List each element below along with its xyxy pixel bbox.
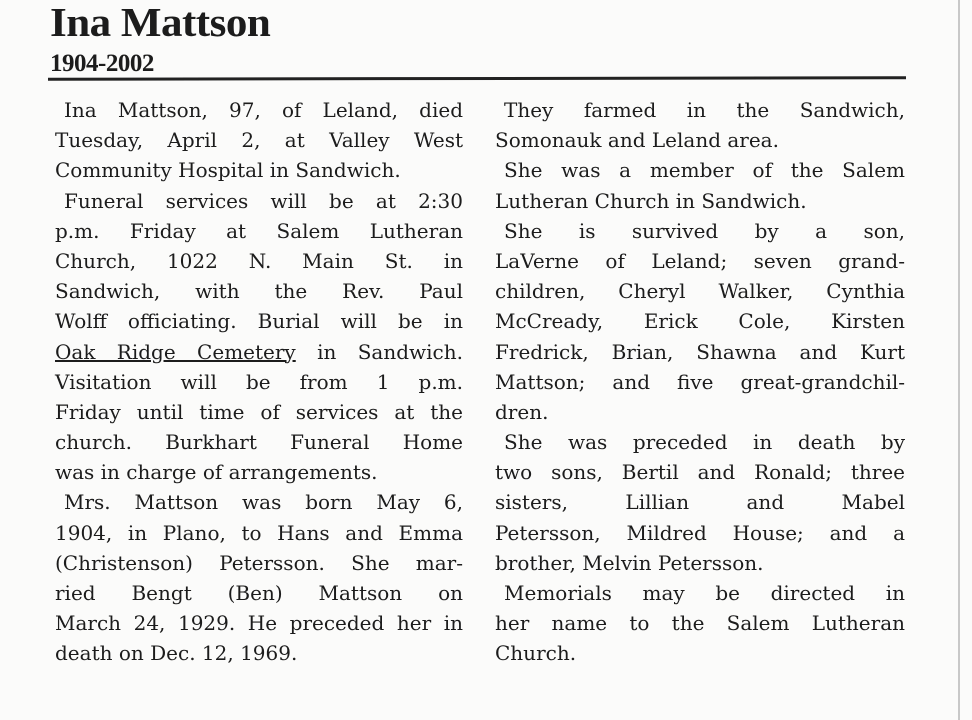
paragraph [55,487,463,668]
text-line: dren. [495,399,549,424]
text-line: (Christenson) Petersson. She mar- [55,550,463,575]
paragraph [495,578,905,669]
paragraph [55,186,463,488]
header-rule [48,76,906,80]
paragraph [55,95,463,186]
text-line: children, Cheryl Walker, Cynthia [495,279,905,304]
text-line: 1904, in Plano, to Hans and Emma [55,520,463,545]
text-line: March 24, 1929. He preceded her in [55,611,463,636]
text-line: Church. [495,641,577,666]
text-line: two sons, Bertil and Ronald; three [495,460,905,485]
column-right [495,95,905,669]
clipping-edge [958,0,960,720]
text-line: McCready, Erick Cole, Kirsten [495,309,905,334]
text-line: Mattson; and five great-grandchil- [495,369,905,394]
text-line: was in charge of arrangements. [55,460,378,485]
paragraph [495,95,905,155]
text-line: Fredrick, Brian, Shawna and Kurt [495,339,905,364]
text-line: She was a member of the Salem [504,158,905,183]
text-line [55,337,463,367]
paragraph [495,216,905,427]
text-line: LaVerne of Leland; seven grand- [495,248,905,273]
text-line: Lutheran Church in Sandwich. [495,188,807,213]
text-line: church. Burkhart Funeral Home [55,430,463,455]
text-line: Petersson, Mildred House; and a [495,520,905,545]
text-line: She was preceded in death by [504,430,905,455]
text-line: Memorials may be directed in [504,581,905,605]
text-line: Ina Mattson, 97, of Leland, died [64,98,463,122]
text-line: ried Bengt (Ben) Mattson on [55,581,463,605]
text-line: sisters, Lillian and Mabel [495,490,905,515]
text-line: Tuesday, April 2, at Valley West [55,128,463,153]
text-fragment: in Sandwich. [295,339,463,364]
text-line: Church, 1022 N. Main St. in [55,248,463,273]
text-line: p.m. Friday at Salem Lutheran [55,218,463,243]
text-line: death on Dec. 12, 1969. [55,641,298,666]
text-line: Visitation will be from 1 p.m. [55,369,463,394]
text-line: Sandwich, with the Rev. Paul [55,279,463,304]
text-line: Funeral services will be at 2:30 [64,188,463,213]
text-line: They farmed in the Sandwich, [504,98,905,122]
paragraph [495,155,905,215]
text-line: Wolff officiating. Burial will be in [55,309,463,334]
text-line: brother, Melvin Petersson. [495,550,764,575]
text-line: Somonauk and Leland area. [495,128,779,153]
text-line: Friday until time of services at the [55,399,463,424]
column-left [55,95,463,669]
text-line: Community Hospital in Sandwich. [55,158,401,183]
text-line: She is survived by a son, [504,218,905,243]
obituary-name: Ina Mattson [50,0,271,45]
underlined-place-name: Oak Ridge Cemetery [55,339,296,364]
text-line: her name to the Salem Lutheran [495,611,905,636]
obituary-dates: 1904-2002 [50,50,154,77]
text-line: Mrs. Mattson was born May 6, [64,490,463,515]
paragraph [495,427,905,578]
